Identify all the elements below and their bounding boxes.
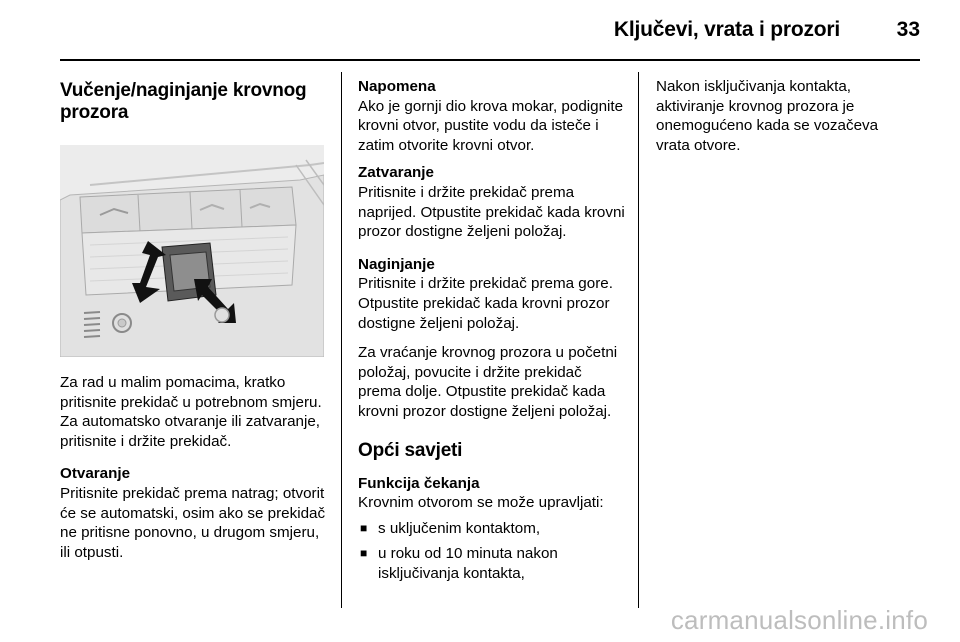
intro-paragraph: Za rad u malim pomacima, kratko pritisnite prekidač u potrebnom smjeru. Za automatsko otvaranje ili zatvaranje, pritisnite i držite prekidač. [60,374,322,450]
tilting-paragraph: Pritisnite i držite prekidač prema gore. Otpustite prekidač kada krovni prozor dostigne željeni položaj. [358,275,613,332]
column-divider-2 [638,72,639,608]
list-item [358,519,628,539]
column-2 [358,77,628,583]
watermark: carmanualsonline.info [670,605,928,635]
tilting-heading: Naginjanje [358,255,435,273]
page-number: 33 [896,18,920,41]
reset-paragraph: Za vraćanje krovnog prozora u početni položaj, povucite i držite prekidač prema dolje. Otpustite prekidač kada krovni prozor dostigne željeni položaj. [358,344,618,420]
column-1 [60,80,332,562]
list-item-text: u roku od 10 minuta nakon isključivanja kontakta, [378,545,558,582]
section-title-sunroof: Vučenje/naginjanje krovnog prozora [60,80,307,123]
list-item [358,544,628,583]
general-advice-heading: Opći savjeti [358,439,463,461]
standby-paragraph: Krovnim otvorom se može upravljati: [358,494,604,512]
opening-paragraph: Pritisnite prekidač prema natrag; otvorit će se automatski, osim ako se prekidač ne pritisne ponovno, u drugom smjeru, ili otpusti. [60,484,326,561]
column-divider-1 [341,72,342,608]
note-heading: Napomena [358,78,436,95]
bullet-square-icon: ■ [360,520,368,535]
list-item-text: s uključenim kontaktom, [378,519,541,537]
standby-list [358,519,628,584]
bullet-square-icon: ■ [360,546,368,561]
column-3 [656,77,916,155]
closing-paragraph: Pritisnite i držite prekidač prema naprijed. Otpustite prekidač kada krovni prozor dostigne željeni položaj. [358,183,625,241]
sunroof-switch-illustration [60,145,324,357]
opening-heading: Otvaranje [60,465,131,483]
header-rule [60,59,920,61]
ignition-off-paragraph: Nakon isključivanja kontakta, aktiviranje krovnog prozora je onemogućeno kada se vozačeva vrata otvore. [656,78,879,154]
running-header-title: Ključevi, vrata i prozori [613,18,840,41]
standby-heading: Funkcija čekanja [358,474,480,492]
switch-drawing [60,145,324,357]
note-paragraph: Ako je gornji dio krova mokar, podignite krovni otvor, pustite vodu da isteče i zatim otvorite krovni otvor. [358,97,624,154]
closing-heading: Zatvaranje [358,164,434,182]
